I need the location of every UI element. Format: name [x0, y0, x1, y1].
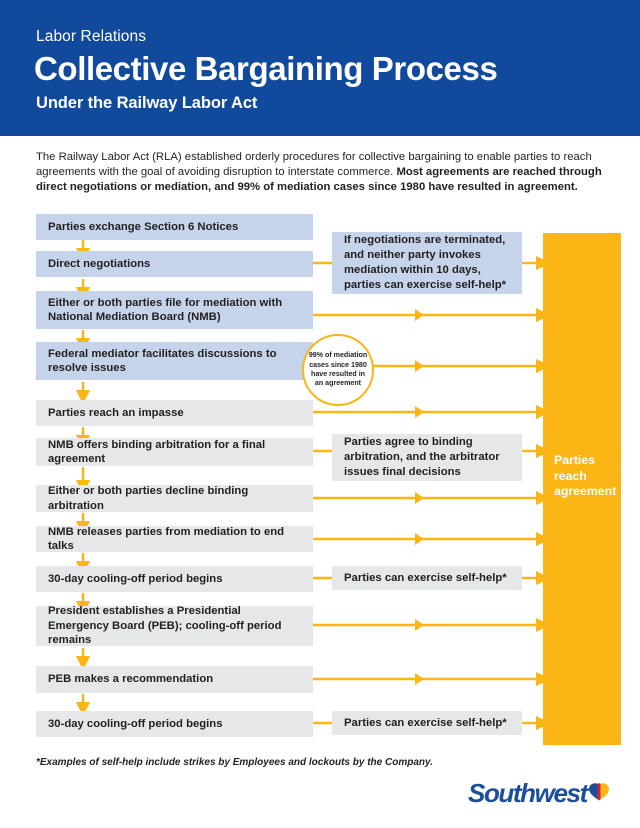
- flow-step[interactable]: 30-day cooling-off period begins: [36, 566, 313, 592]
- flow-callout[interactable]: Parties agree to binding arbitration, and the arbitrator issues final decisions: [332, 434, 522, 481]
- flow-step[interactable]: Either or both parties decline binding arbitration: [36, 485, 313, 512]
- logo-wordmark: Southwest: [468, 778, 587, 808]
- footnote: *Examples of self-help include strikes by Employees and lockouts by the Company.: [36, 757, 433, 768]
- header-eyebrow: Labor Relations: [36, 28, 147, 45]
- flow-callout[interactable]: Parties can exercise self-help*: [332, 566, 522, 590]
- page-subtitle: Under the Railway Labor Act: [36, 94, 258, 112]
- southwest-heart-icon: [588, 782, 610, 802]
- flow-step[interactable]: NMB releases parties from mediation to end talks: [36, 526, 313, 552]
- flow-step[interactable]: Federal mediator facilitates discussions to resolve issues: [36, 342, 313, 380]
- page-title: Collective Bargaining Process: [34, 50, 498, 87]
- southwest-logo: [468, 778, 613, 810]
- flow-step[interactable]: President establishes a Presidential Emergency Board (PEB); cooling-off period remains: [36, 606, 313, 646]
- intro-bold: Most agreements are reached through direct negotiations or mediation, and 99% of mediation cases since 1980 have resulted in agreement.: [36, 166, 602, 194]
- terminal-outcome-bar[interactable]: [543, 233, 621, 745]
- flow-callout[interactable]: If negotiations are terminated, and neither party invokes mediation within 10 days, parties can exercise self-help*: [332, 232, 522, 294]
- flow-callout[interactable]: Parties can exercise self-help*: [332, 711, 522, 735]
- terminal-outcome-label: Parties reach agreement: [554, 453, 617, 498]
- flow-step[interactable]: Either or both parties file for mediation with National Mediation Board (NMB): [36, 291, 313, 329]
- statistic-badge: 99% of mediation cases since 1980 have resulted in an agreement: [302, 334, 374, 406]
- flow-step[interactable]: Parties exchange Section 6 Notices: [36, 214, 313, 240]
- flow-step[interactable]: PEB makes a recommendation: [36, 666, 313, 693]
- flow-step[interactable]: NMB offers binding arbitration for a final agreement: [36, 438, 313, 466]
- flow-step[interactable]: Direct negotiations: [36, 251, 313, 277]
- flow-step[interactable]: 30-day cooling-off period begins: [36, 711, 313, 737]
- flow-step[interactable]: Parties reach an impasse: [36, 400, 313, 426]
- intro-normal: The Railway Labor Act (RLA) established orderly procedures for collective bargaining to enable parties to reach agreements with the goal of avoiding disruption to interstate commerce.: [36, 151, 592, 179]
